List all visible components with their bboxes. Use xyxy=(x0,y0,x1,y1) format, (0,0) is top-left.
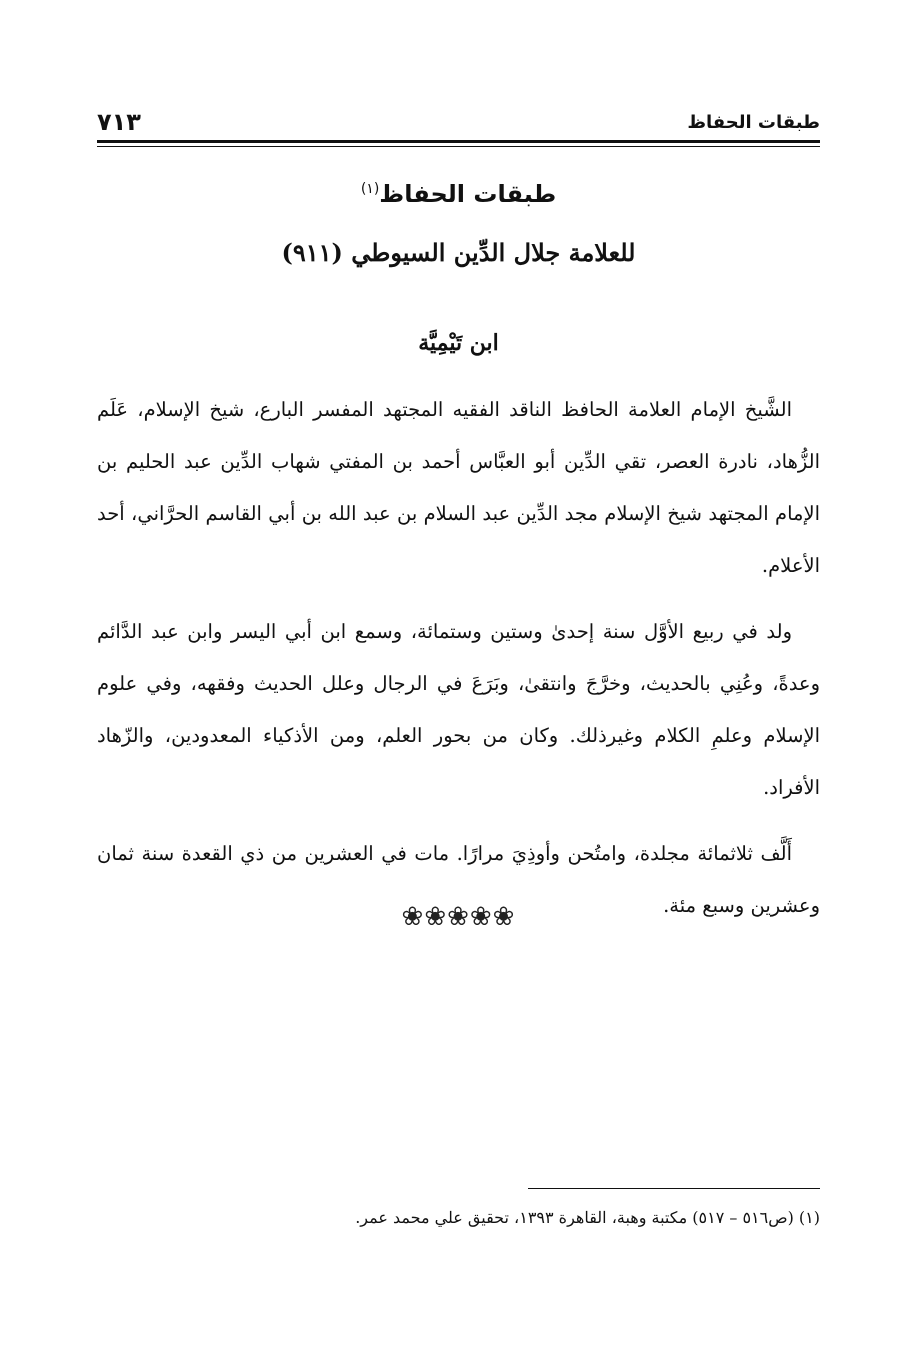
header-title: طبقات الحفاظ xyxy=(687,112,820,133)
ornament-divider: ❀❀❀❀❀ xyxy=(401,902,516,932)
paragraph-1: الشَّيخ الإمام العلامة الحافظ الناقد الفقيه المجتهد المفسر البارع، شيخ الإسلام، عَلَم الزُّهاد، نادرة العصر، تقي الدِّين أبو العبَّاس أحمد بن المفتي شهاب الدِّين عبد الحليم بن الإمام المجتهد شيخ الإسلام مجد الدِّين عبد السلام بن عبد الله بن أبي القاسم الحرَّاني، أحد الأعلام. xyxy=(97,398,820,577)
header-rule xyxy=(97,140,820,143)
entry-heading: ابن تَيْمِيَّة xyxy=(418,330,499,356)
footnote: (١) (ص٥١٦ – ٥١٧) مكتبة وهبة، القاهرة ١٣٩٣، تحقيق علي محمد عمر. xyxy=(355,1208,820,1227)
footnote-marker: (١) xyxy=(360,181,380,197)
running-header xyxy=(97,108,820,144)
page-number: ٧١٣ xyxy=(97,108,141,136)
paragraph-2: ولد في ربيع الأوَّل سنة إحدىٰ وستين وستمائة، وسمع ابن أبي اليسر وابن عبد الدَّائم وعدةً، وعُنِي بالحديث، وخرَّجَ وانتقىٰ، وبَرَعَ في الرجال وعلل الحديث وفقهه، وفي علوم الإسلام وعلمِ الكلام وغيرذلك. وكان من بحور العلم، ومن الأذكياء المعدودين، والزّهاد الأفراد. xyxy=(97,620,820,799)
footnote-rule xyxy=(528,1188,820,1189)
paragraph-3: أَلَّف ثلاثمائة مجلدة، وامتُحن وأوذِيَ مرارًا. مات في العشرين من ذي القعدة سنة ثمان وعشرين وسبع مئة. xyxy=(97,842,820,917)
subtitle: للعلامة جلال الدِّين السيوطي (٩١١) xyxy=(281,238,636,267)
main-title xyxy=(97,180,820,208)
header-rule-thin xyxy=(97,146,820,147)
body-text xyxy=(97,384,820,946)
main-title-text: طبقات الحفاظ xyxy=(379,180,557,208)
